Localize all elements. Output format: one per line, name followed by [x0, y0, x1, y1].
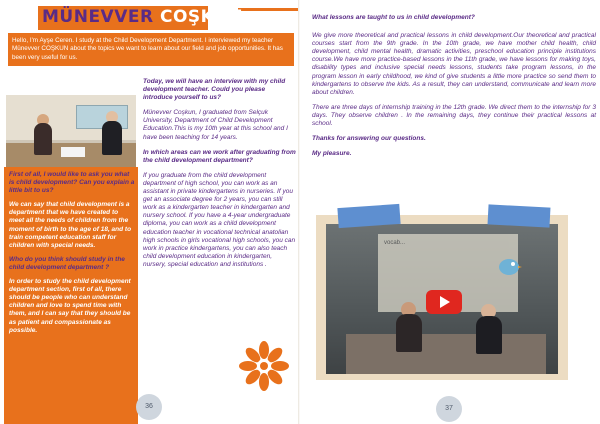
page-title — [42, 7, 243, 27]
intro-paragraph: Hello, I'm Ayşe Ceren. I study at the Child Development Department. I interviewed my teacher Münevver COŞKUN about the topics we want to learn about our field and job opportunities. It has been very useful for us. — [8, 33, 294, 66]
interview-photo — [6, 95, 136, 167]
pleasure-text: My pleasure. — [312, 150, 352, 158]
answer-internship: There are three days of internship training in the 12th grade. We direct them to the internship for 3 days. They observe children . In the remaining days, they continue their practical lessons at school. — [312, 103, 596, 128]
poster-text: vocab... — [384, 240, 406, 246]
embedded-video[interactable] — [326, 224, 558, 374]
question-intro: Today, we will have an interview with my child development teacher. Could you please introduce yourself to us? — [143, 78, 286, 102]
question-2: Who do you think should study in the child development department ? — [9, 255, 125, 271]
left-column — [4, 167, 138, 424]
page-number-right: 37 — [436, 396, 462, 422]
last-name: COŞKUN — [160, 7, 244, 27]
tape-right — [488, 204, 551, 227]
answer-2: In order to study the child development department section, first of all, there should be people who can understand children and love to spend time with them, and I can say that they should be as patient and compassionate as possible. — [9, 278, 131, 334]
question-1: First of all, I would like to ask you what is child development? Can you explain a little bit to us? — [9, 171, 135, 195]
flower-icon — [238, 340, 290, 392]
bird-icon — [496, 254, 522, 276]
answer-1: We can say that child development is a department that we have created to meet all the needs of children from the moment of birth to the age of 18, and to train competent education staff for children with special needs. — [9, 201, 132, 249]
question-areas: In which areas can we work after graduating from the child development department? — [143, 148, 296, 164]
name-header — [38, 6, 288, 30]
answer-lessons: We give more theoretical and practical lessons in child development.Our theoretical and practical courses start from the 9th grade. In the 10th grade, we have mother child health, child development, child mental health, dramatic activities, preschool education principle institutions course.We have more practice-based lessons in the 11th grade, we have lessons for making toys, disability types and inclusive special needs lessons, students take program lessons, in the program lesson in early childhood, we kind of give students a little more practice so send them to kindergartens to observe the kids. As a result, they can understand, communicate and learn more about children. — [312, 32, 596, 96]
answer-intro: Münevver Coşkun, I graduated from Selçuk University, Department of Child Development Education.This is my 10th year at this school and I have been teaching for 14 years. — [143, 109, 288, 141]
thanks-text: Thanks for answering our questions. — [312, 135, 426, 143]
question-lessons: What lessons are taught to us in child development? — [312, 14, 475, 21]
page-number-left: 36 — [136, 394, 162, 420]
answer-areas: If you graduate from the child development department of high school, you can work as an assistant in private kindergartens in nurseries. If you get an associate degree for 2 years, you can still work as a kindergarten teacher in kindergarten and nursery school. If you have a 4-year undergraduate diploma, you can work as a child development education teacher in vocational technical anatolian high schools in girls vocational high schools, you can work in practice kindergartens, you can also teach child development education in kindergarten, nursery, special education and institutions . — [143, 171, 296, 268]
play-button[interactable] — [426, 290, 462, 314]
middle-column — [143, 78, 296, 276]
first-name: MÜNEVVER — [42, 7, 154, 27]
right-column — [312, 14, 596, 165]
